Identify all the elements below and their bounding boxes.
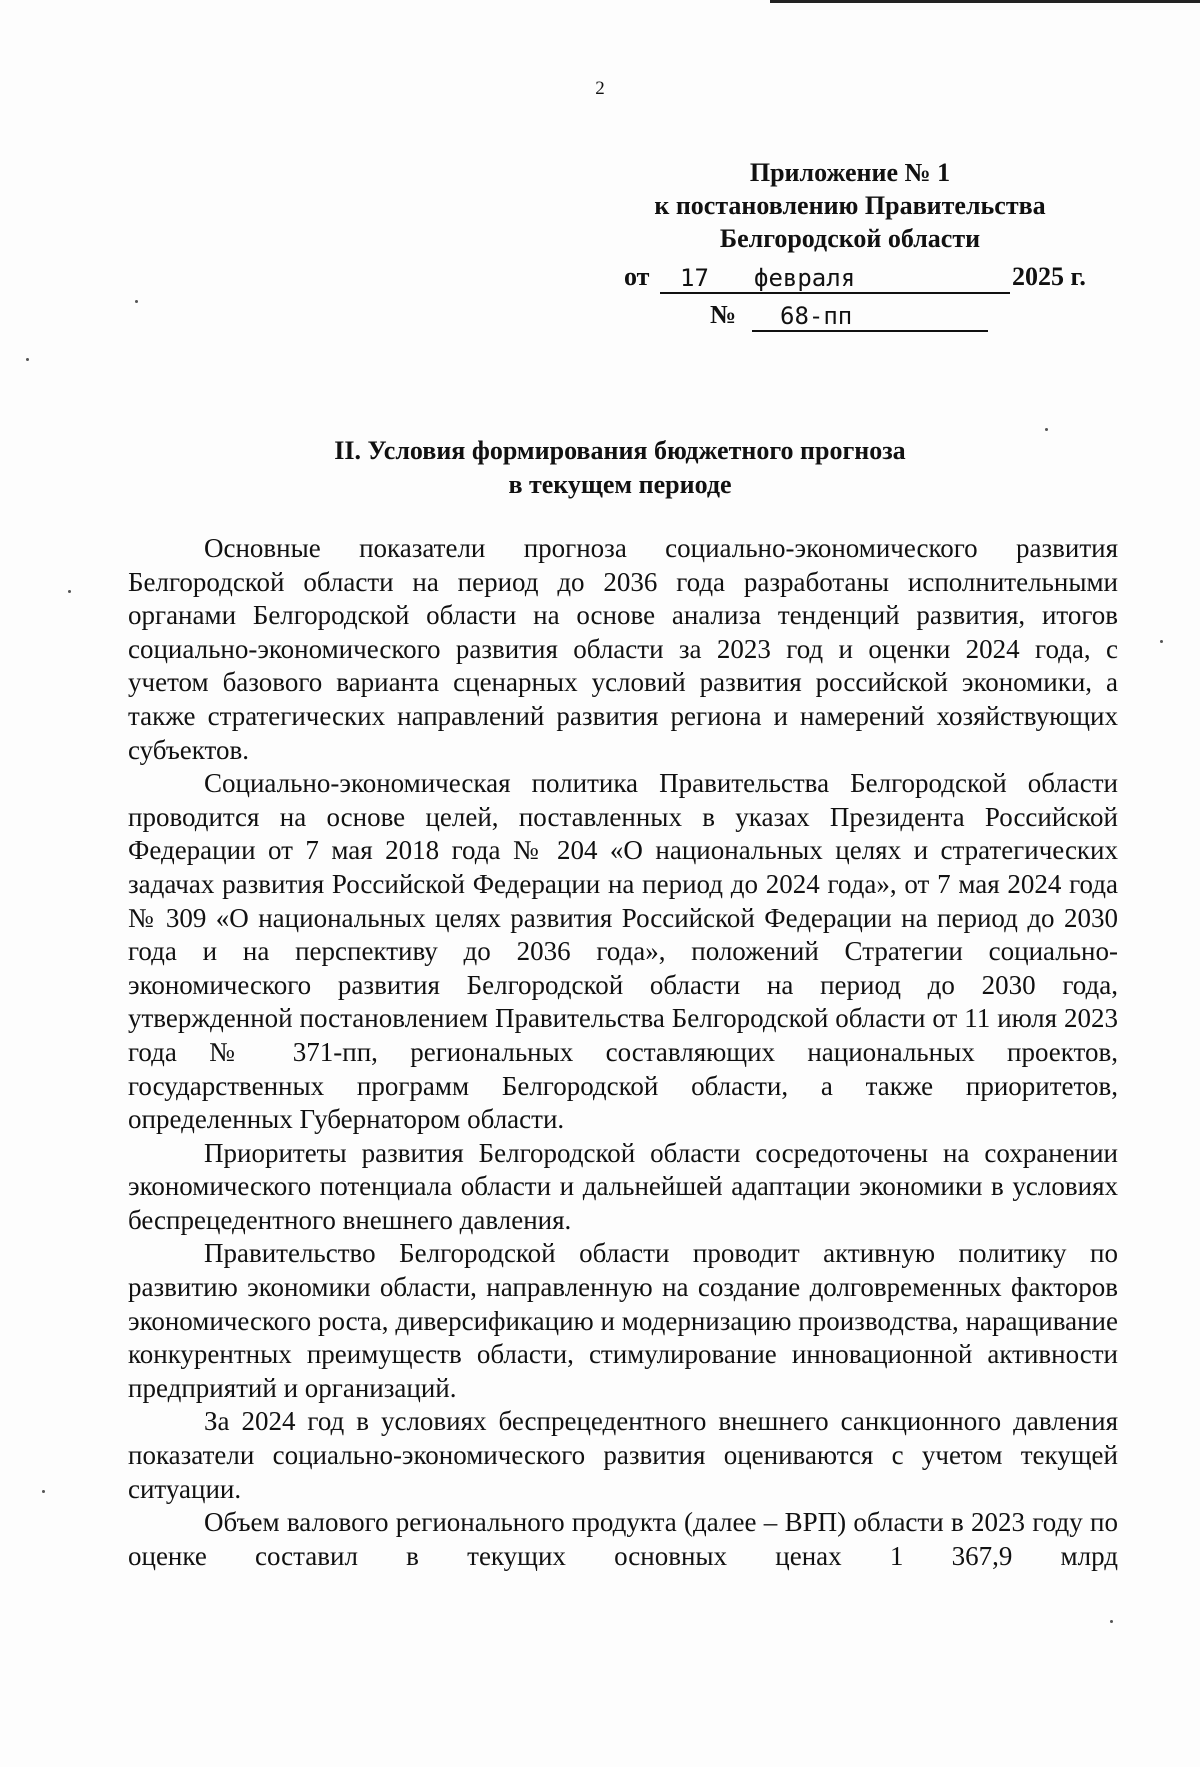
resolution-day: 17	[680, 264, 709, 292]
body-text	[128, 532, 1118, 1573]
scan-speck	[68, 590, 71, 593]
section-heading-line2: в текущем периоде	[508, 470, 732, 499]
page-number: 2	[595, 78, 605, 99]
scan-speck	[26, 358, 29, 361]
section-heading	[200, 434, 1040, 502]
resolution-year: 2025 г.	[1012, 262, 1086, 291]
appendix-resolution-ref: к постановлению Правительства	[654, 191, 1046, 220]
resolution-number-row	[710, 300, 990, 334]
paragraph-grp-volume: Объем валового регионального продукта (далее – ВРП) области в 2023 году по оценке составил в текущих основных ценах 1 367,9 млрд	[128, 1507, 1118, 1571]
scan-edge-line	[770, 0, 1200, 3]
date-from-label: от	[624, 262, 650, 291]
paragraph-policy-goals: Социально-экономическая политика Правительства Белгородской области проводится на основе целей, поставленных в указах Президента Российской Федерации от 7 мая 2018 года № 204 «О национальных целях и стратегических задачах развития Российской Федерации на период до 2024 года», от 7 мая 2024 года № 309 «О национальных целях развития Российской Федерации на период до 2030 года и на перспективу до 2036 года», положений Стратегии социально-экономического развития Белгородской области на период до 2030 года, утвержденной постановлением Правительства Белгородской области от 11 июля 2023 года № 371-пп, региональных составляющих национальных проектов, государственных программ Белгородской области, а также приоритетов, определенных Губернатором области.	[128, 768, 1118, 1135]
scan-speck	[1160, 640, 1163, 643]
appendix-region: Белгородской области	[719, 224, 981, 253]
resolution-month: февраля	[754, 264, 856, 292]
scan-speck	[42, 1490, 45, 1493]
resolution-date-row	[624, 262, 1094, 296]
number-sign: №	[710, 300, 737, 329]
appendix-title: Приложение № 1	[749, 158, 951, 187]
section-heading-line1: II. Условия формирования бюджетного прогноза	[334, 436, 906, 465]
approval-block	[620, 156, 1080, 255]
scan-speck	[135, 300, 138, 303]
paragraph-forecast-basis: Основные показатели прогноза социально-экономического развития Белгородской области на период до 2036 года разработаны исполнительными органами Белгородской области на основе анализа тенденций развития, итогов социально-экономического развития области за 2023 год и оценки 2024 года, с учетом базового варианта сценарных условий развития российской экономики, а также стратегических направлений развития региона и намерений хозяйствующих субъектов.	[128, 533, 1118, 765]
scan-speck	[1110, 1620, 1113, 1623]
paragraph-economic-policy: Правительство Белгородской области проводит активную политику по развитию экономики области, направленную на создание долговременных факторов экономического роста, диверсификацию и модернизацию производства, наращивание конкурентных преимуществ области, стимулирование инновационной активности предприятий и организаций.	[128, 1238, 1118, 1403]
resolution-number: 68-пп	[780, 302, 853, 330]
paragraph-priorities: Приоритеты развития Белгородской области сосредоточены на сохранении экономического потенциала области и дальнейшей адаптации экономики в условиях беспрецедентного внешнего давления.	[128, 1137, 1118, 1235]
scan-speck	[1045, 428, 1048, 431]
paragraph-2024-assessment: За 2024 год в условиях беспрецедентного внешнего санкционного давления показатели социально-экономического развития оцениваются с учетом текущей ситуации.	[128, 1406, 1118, 1504]
